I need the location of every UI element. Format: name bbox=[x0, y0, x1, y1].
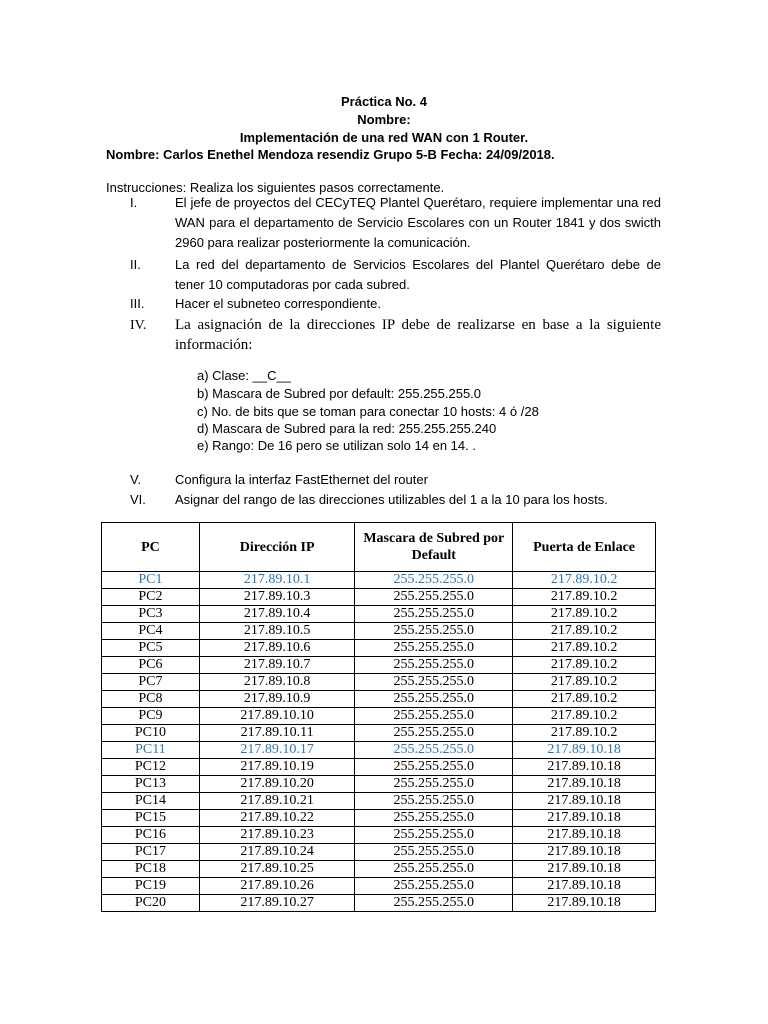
cell-gateway: 217.89.10.18 bbox=[513, 793, 656, 810]
cell-ip: 217.89.10.21 bbox=[199, 793, 355, 810]
cell-gateway: 217.89.10.2 bbox=[513, 725, 656, 742]
item-text: El jefe de proyectos del CECyTEQ Plantel Querétaro, requiere implementar una red WAN para el departamento de Servicio Escolares con un Router 1841 y dos swicth 2960 para realizar posteriormente la comunicación. bbox=[175, 195, 661, 250]
cell-ip: 217.89.10.5 bbox=[199, 623, 355, 640]
cell-pc: PC14 bbox=[102, 793, 200, 810]
cell-mask: 255.255.255.0 bbox=[355, 623, 513, 640]
table-row bbox=[102, 861, 656, 878]
table-row bbox=[102, 657, 656, 674]
cell-ip: 217.89.10.3 bbox=[199, 589, 355, 606]
cell-pc: PC11 bbox=[102, 742, 200, 759]
instructions-intro: Instrucciones: Realiza los siguientes pasos correctamente. bbox=[106, 180, 445, 195]
document-title: Implementación de una red WAN con 1 Router. bbox=[239, 130, 529, 145]
cell-gateway: 217.89.10.2 bbox=[513, 572, 656, 589]
cell-pc: PC6 bbox=[102, 657, 200, 674]
header-pc: PC bbox=[102, 523, 200, 572]
cell-ip: 217.89.10.25 bbox=[199, 861, 355, 878]
cell-mask: 255.255.255.0 bbox=[355, 844, 513, 861]
table-row bbox=[102, 691, 656, 708]
cell-pc: PC17 bbox=[102, 844, 200, 861]
cell-gateway: 217.89.10.18 bbox=[513, 895, 656, 912]
cell-mask: 255.255.255.0 bbox=[355, 776, 513, 793]
item-text: Asignar del rango de las direcciones utilizables del 1 a la 10 para los hosts. bbox=[175, 492, 608, 507]
sub-item: a) Clase: __C__ bbox=[197, 368, 291, 383]
cell-gateway: 217.89.10.18 bbox=[513, 742, 656, 759]
cell-mask: 255.255.255.0 bbox=[355, 657, 513, 674]
table-header-row bbox=[102, 523, 656, 572]
table-row bbox=[102, 640, 656, 657]
cell-ip: 217.89.10.1 bbox=[199, 572, 355, 589]
cell-ip: 217.89.10.19 bbox=[199, 759, 355, 776]
cell-mask: 255.255.255.0 bbox=[355, 878, 513, 895]
sub-item: b) Mascara de Subred por default: 255.255.255.0 bbox=[197, 386, 482, 401]
cell-mask: 255.255.255.0 bbox=[355, 640, 513, 657]
cell-ip: 217.89.10.17 bbox=[199, 742, 355, 759]
cell-pc: PC10 bbox=[102, 725, 200, 742]
table-row bbox=[102, 606, 656, 623]
sub-item: e) Rango: De 16 pero se utilizan solo 14 en 14. . bbox=[197, 438, 476, 453]
cell-gateway: 217.89.10.2 bbox=[513, 657, 656, 674]
item-number: III. bbox=[130, 296, 145, 311]
cell-ip: 217.89.10.26 bbox=[199, 878, 355, 895]
cell-mask: 255.255.255.0 bbox=[355, 691, 513, 708]
cell-gateway: 217.89.10.2 bbox=[513, 691, 656, 708]
sub-item: c) No. de bits que se toman para conectar 10 hosts: 4 ó /28 bbox=[197, 404, 539, 419]
cell-gateway: 217.89.10.2 bbox=[513, 640, 656, 657]
table-row bbox=[102, 725, 656, 742]
table-row bbox=[102, 674, 656, 691]
cell-mask: 255.255.255.0 bbox=[355, 725, 513, 742]
table-row bbox=[102, 708, 656, 725]
item-number: I. bbox=[130, 195, 138, 210]
cell-pc: PC15 bbox=[102, 810, 200, 827]
cell-mask: 255.255.255.0 bbox=[355, 572, 513, 589]
cell-mask: 255.255.255.0 bbox=[355, 674, 513, 691]
cell-ip: 217.89.10.23 bbox=[199, 827, 355, 844]
cell-gateway: 217.89.10.18 bbox=[513, 759, 656, 776]
cell-ip: 217.89.10.20 bbox=[199, 776, 355, 793]
cell-mask: 255.255.255.0 bbox=[355, 861, 513, 878]
cell-ip: 217.89.10.10 bbox=[199, 708, 355, 725]
cell-gateway: 217.89.10.18 bbox=[513, 844, 656, 861]
cell-pc: PC1 bbox=[102, 572, 200, 589]
cell-gateway: 217.89.10.18 bbox=[513, 827, 656, 844]
table-row bbox=[102, 827, 656, 844]
cell-pc: PC9 bbox=[102, 708, 200, 725]
cell-gateway: 217.89.10.2 bbox=[513, 606, 656, 623]
cell-gateway: 217.89.10.2 bbox=[513, 623, 656, 640]
cell-gateway: 217.89.10.2 bbox=[513, 589, 656, 606]
header-ip: Dirección IP bbox=[199, 523, 355, 572]
cell-mask: 255.255.255.0 bbox=[355, 759, 513, 776]
name-label: Nombre: bbox=[357, 112, 411, 127]
item-text: La asignación de la direcciones IP debe de realizarse en base a la siguiente información: bbox=[175, 317, 661, 353]
table-row bbox=[102, 776, 656, 793]
cell-pc: PC19 bbox=[102, 878, 200, 895]
table-row bbox=[102, 878, 656, 895]
cell-mask: 255.255.255.0 bbox=[355, 793, 513, 810]
table-row bbox=[102, 589, 656, 606]
table-row bbox=[102, 759, 656, 776]
header-gateway: Puerta de Enlace bbox=[513, 523, 656, 572]
item-number: V. bbox=[130, 472, 142, 487]
header-mask: Mascara de Subred por Default bbox=[355, 523, 513, 572]
cell-gateway: 217.89.10.18 bbox=[513, 878, 656, 895]
item-number: IV. bbox=[130, 318, 147, 333]
item-text: Hacer el subneteo correspondiente. bbox=[175, 296, 381, 311]
cell-pc: PC4 bbox=[102, 623, 200, 640]
cell-pc: PC7 bbox=[102, 674, 200, 691]
table-row bbox=[102, 623, 656, 640]
cell-ip: 217.89.10.11 bbox=[199, 725, 355, 742]
cell-ip: 217.89.10.7 bbox=[199, 657, 355, 674]
table-row bbox=[102, 895, 656, 912]
cell-pc: PC3 bbox=[102, 606, 200, 623]
cell-pc: PC18 bbox=[102, 861, 200, 878]
table-row bbox=[102, 810, 656, 827]
cell-pc: PC16 bbox=[102, 827, 200, 844]
cell-pc: PC13 bbox=[102, 776, 200, 793]
cell-mask: 255.255.255.0 bbox=[355, 827, 513, 844]
cell-gateway: 217.89.10.18 bbox=[513, 776, 656, 793]
item-text: Configura la interfaz FastEthernet del router bbox=[175, 472, 428, 487]
cell-mask: 255.255.255.0 bbox=[355, 810, 513, 827]
cell-gateway: 217.89.10.2 bbox=[513, 674, 656, 691]
table-row bbox=[102, 793, 656, 810]
table-body bbox=[102, 572, 656, 912]
cell-gateway: 217.89.10.18 bbox=[513, 810, 656, 827]
cell-ip: 217.89.10.8 bbox=[199, 674, 355, 691]
cell-ip: 217.89.10.6 bbox=[199, 640, 355, 657]
cell-pc: PC20 bbox=[102, 895, 200, 912]
table-row bbox=[102, 844, 656, 861]
table-row bbox=[102, 742, 656, 759]
item-number: VI. bbox=[130, 492, 146, 507]
sub-item: d) Mascara de Subred para la red: 255.255.255.240 bbox=[197, 421, 497, 436]
item-text: La red del departamento de Servicios Escolares del Plantel Querétaro debe de tener 10 computadoras por cada subred. bbox=[175, 257, 661, 292]
cell-mask: 255.255.255.0 bbox=[355, 895, 513, 912]
cell-gateway: 217.89.10.2 bbox=[513, 708, 656, 725]
table-row bbox=[102, 572, 656, 589]
practice-number: Práctica No. 4 bbox=[341, 94, 427, 109]
cell-pc: PC12 bbox=[102, 759, 200, 776]
cell-pc: PC8 bbox=[102, 691, 200, 708]
cell-ip: 217.89.10.27 bbox=[199, 895, 355, 912]
cell-mask: 255.255.255.0 bbox=[355, 708, 513, 725]
cell-pc: PC5 bbox=[102, 640, 200, 657]
cell-gateway: 217.89.10.18 bbox=[513, 861, 656, 878]
cell-pc: PC2 bbox=[102, 589, 200, 606]
cell-mask: 255.255.255.0 bbox=[355, 742, 513, 759]
cell-mask: 255.255.255.0 bbox=[355, 606, 513, 623]
cell-ip: 217.89.10.4 bbox=[199, 606, 355, 623]
cell-mask: 255.255.255.0 bbox=[355, 589, 513, 606]
cell-ip: 217.89.10.22 bbox=[199, 810, 355, 827]
item-number: II. bbox=[130, 257, 141, 272]
student-line: Nombre: Carlos Enethel Mendoza resendiz Grupo 5-B Fecha: 24/09/2018. bbox=[106, 147, 555, 162]
cell-ip: 217.89.10.24 bbox=[199, 844, 355, 861]
ip-table bbox=[101, 522, 656, 912]
cell-ip: 217.89.10.9 bbox=[199, 691, 355, 708]
